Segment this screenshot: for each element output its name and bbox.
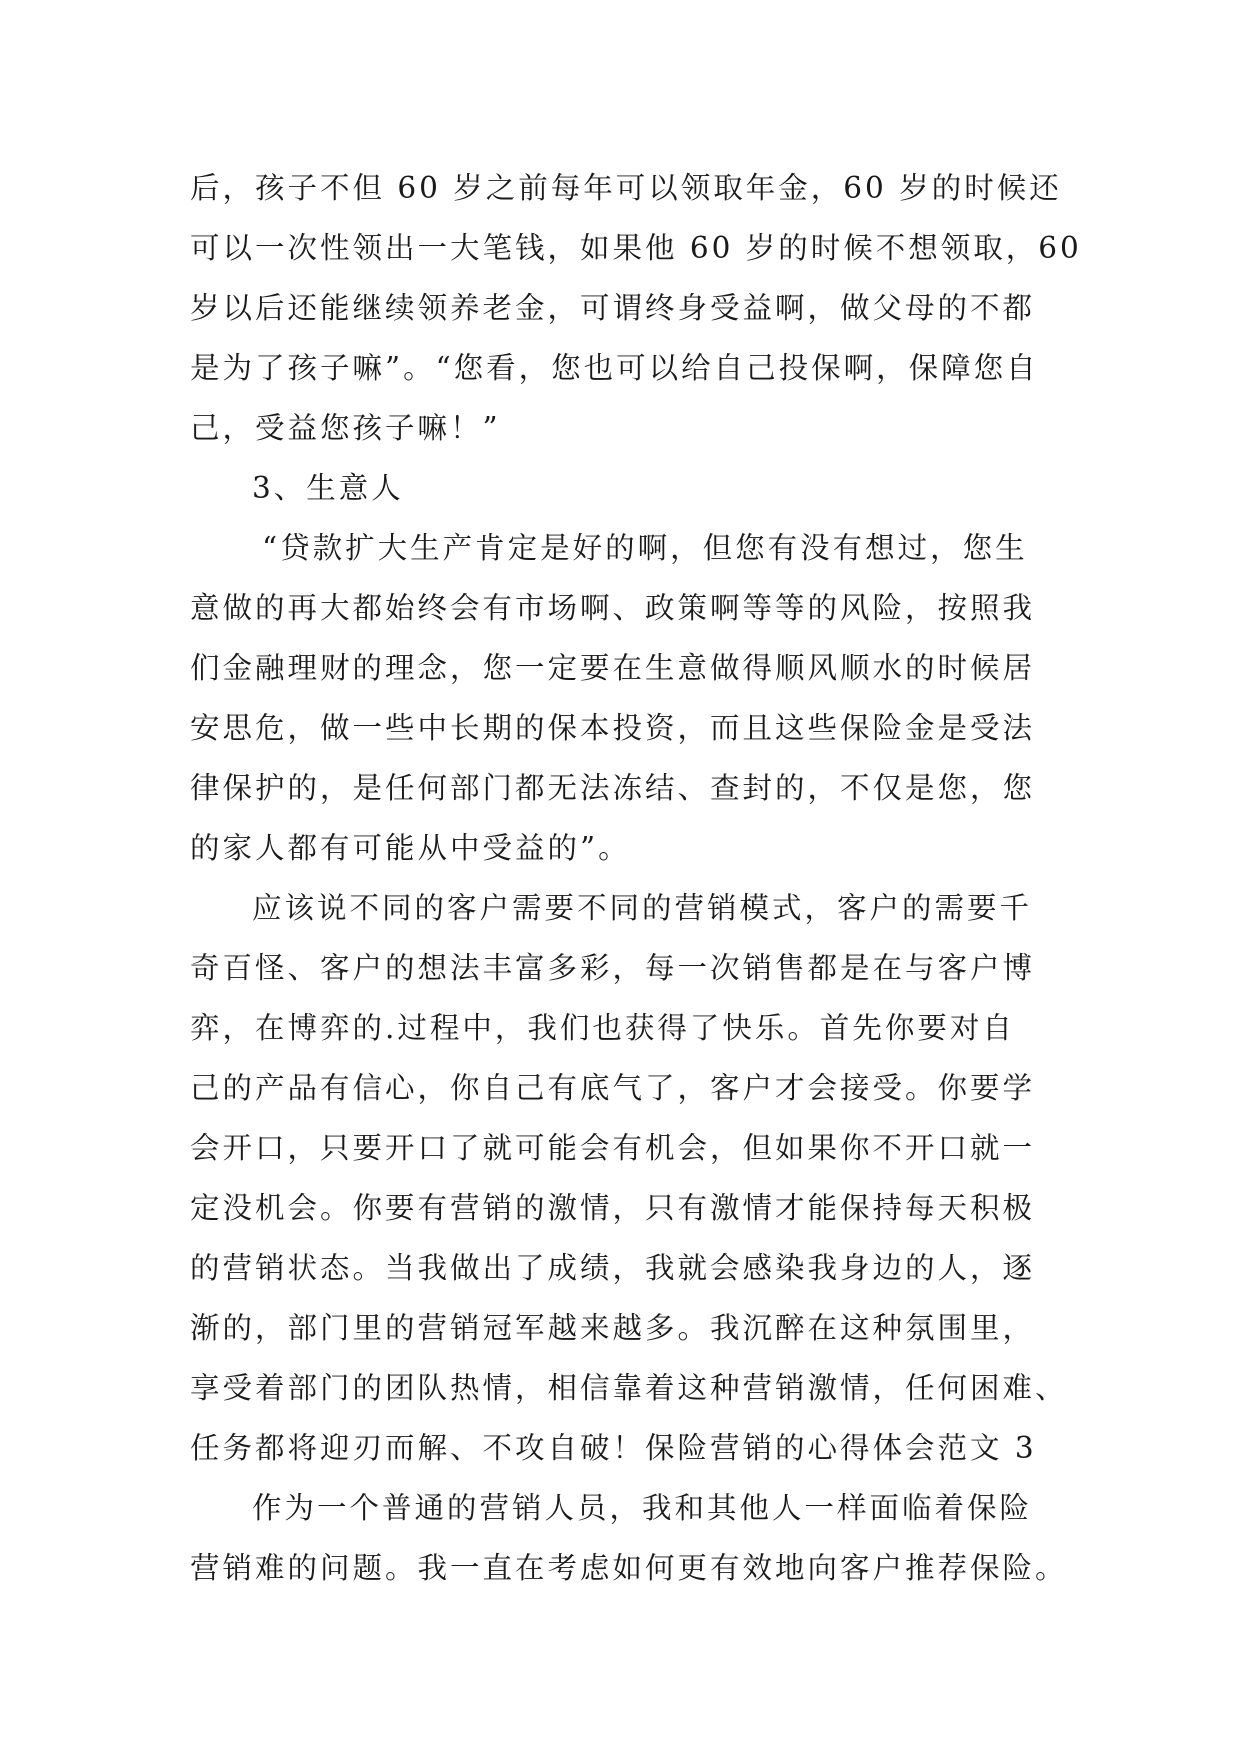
paragraph-start: “贷款扩大生产肯定是好的啊，但您有没有想过，您生 (262, 531, 1028, 565)
text-line: 安思危，做一些中长期的保本投资，而且这些保险金是受法 (190, 711, 1036, 745)
text-line: 律保护的，是任何部门都无法冻结、查封的，不仅是您，您 (190, 771, 1036, 805)
document-body (190, 158, 1082, 1598)
section-heading: 3、生意人 (252, 471, 404, 505)
paragraph-start: 作为一个普通的营销人员，我和其他人一样面临着保险 (252, 1491, 1033, 1525)
text-line: 可以一次性领出一大笔钱，如果他 60 岁的时候不想领取，60 (190, 231, 1082, 265)
text-line: 意做的再大都始终会有市场啊、政策啊等等的风险，按照我 (190, 591, 1036, 625)
text-line: 己的产品有信心，你自己有底气了，客户才会接受。你要学 (190, 1071, 1036, 1105)
text-line: 渐的，部门里的营销冠军越来越多。我沉醉在这种氛围里， (190, 1311, 1036, 1345)
text-line: 奇百怪、客户的想法丰富多彩，每一次销售都是在与客户博 (190, 951, 1036, 985)
text-line: 任务都将迎刃而解、不攻自破！保险营销的心得体会范文 3 (190, 1431, 1037, 1465)
text-line: 的家人都有可能从中受益的”。 (190, 831, 631, 865)
text-line: 会开口，只要开口了就可能会有机会，但如果你不开口就一 (190, 1131, 1036, 1165)
text-line: 后，孩子不但 60 岁之前每年可以领取年金，60 岁的时候还 (190, 171, 1062, 205)
paragraph-start: 应该说不同的客户需要不同的营销模式，客户的需要千 (252, 891, 1033, 925)
text-line: 岁以后还能继续领养老金，可谓终身受益啊，做父母的不都 (190, 291, 1036, 325)
text-line: 定没机会。你要有营销的激情，只有激情才能保持每天积极 (190, 1191, 1036, 1225)
text-line: 是为了孩子嘛”。“您看，您也可以给自己投保啊，保障您自 (190, 351, 1039, 385)
text-line: 享受着部门的团队热情，相信靠着这种营销激情，任何困难、 (190, 1371, 1068, 1405)
text-line: 们金融理财的理念，您一定要在生意做得顺风顺水的时候居 (190, 651, 1036, 685)
text-line: 营销难的问题。我一直在考虑如何更有效地向客户推荐保险。 (190, 1551, 1068, 1585)
text-line: 的营销状态。当我做出了成绩，我就会感染我身边的人，逐 (190, 1251, 1036, 1285)
text-line: 己，受益您孩子嘛！” (190, 411, 501, 445)
text-line: 弈，在博弈的.过程中，我们也获得了快乐。首先你要对自 (190, 1011, 1015, 1045)
